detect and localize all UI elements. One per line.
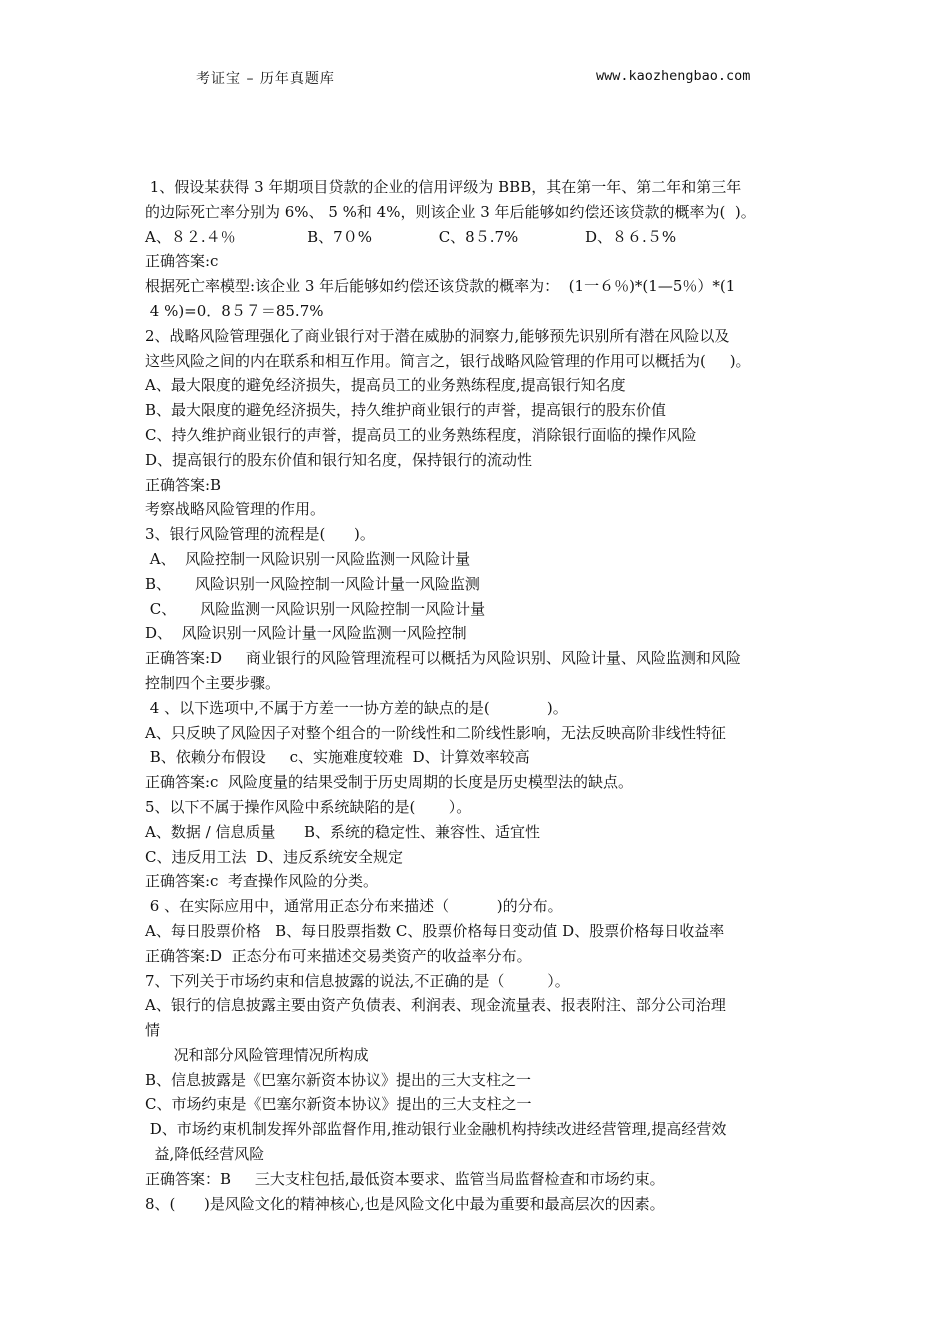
text-line: 这些风险之间的内在联系和相互作用。简言之，银行战略风险管理的作用可以概括为( )。 xyxy=(145,351,751,370)
text-line: 正确答案:B xyxy=(145,475,222,494)
text-line: 情 xyxy=(145,1021,161,1040)
text-line: D、提高银行的股东价值和银行知名度，保持银行的流动性 xyxy=(145,450,533,469)
text-line: 正确答案:c 考查操作风险的分类。 xyxy=(145,872,378,891)
text-line: 考察战略风险管理的作用。 xyxy=(145,500,326,519)
text-line: 5、以下不属于操作风险中系统缺陷的是( ）。 xyxy=(145,797,472,816)
text-line: 1、假设某获得 3 年期项目贷款的企业的信用评级为 BBB，其在第一年、第二年和第三年 xyxy=(145,178,742,196)
document-body xyxy=(145,175,815,1216)
text-line: 正确答案:D 正态分布可来描述交易类资产的收益率分布。 xyxy=(145,946,532,965)
text-line: C、市场约束是《巴塞尔新资本协议》提出的三大支柱之一 xyxy=(145,1095,532,1114)
text-line: 正确答案:c xyxy=(145,252,219,271)
text-line: B、 风险识别一风险控制一风险计量一风险监测 xyxy=(145,574,480,593)
text-line: A、８２.４％ B、7０% C、8５.7% D、８６.５% xyxy=(145,227,677,246)
text-line: 正确答案:D 商业银行的风险管理流程可以概括为风险识别、风险计量、风险监测和风险 xyxy=(145,649,741,668)
text-line: 根据死亡率模型:该企业 3 年后能够如约偿还该贷款的概率为： (1一６％)*(1—5％）*(1 xyxy=(145,277,736,296)
text-line: 控制四个主要步骤。 xyxy=(145,673,281,692)
text-line: D、 风险识别一风险计量一风险监测一风险控制 xyxy=(145,624,467,643)
text-line: C、持久维护商业银行的声誉，提高员工的业务熟练程度，消除银行面临的操作风险 xyxy=(145,425,697,444)
text-line: 正确答案:c 风险度量的结果受制于历史周期的长度是历史模型法的缺点。 xyxy=(145,773,633,792)
text-line: 4 %)=0．8５７＝85.7% xyxy=(145,301,324,320)
text-line: B、信息披露是《巴塞尔新资本协议》提出的三大支柱之一 xyxy=(145,1070,532,1089)
text-line: 况和部分风险管理情况所构成 xyxy=(145,1045,369,1064)
text-line: 6 、在实际应用中，通常用正态分布来描述（ )的分布。 xyxy=(145,897,563,916)
text-line: A、银行的信息披露主要由资产负债表、利润表、现金流量表、报表附注、部分公司治理 xyxy=(145,996,726,1015)
text-line: A、每日股票价格 B、每日股票指数 C、股票价格每日变动值 D、股票价格每日收益率 xyxy=(145,921,725,940)
header-site-title: 考证宝 – 历年真题库 xyxy=(196,71,335,87)
text-line: 的边际死亡率分别为 6%、 5 %和 4%，则该企业 3 年后能够如约偿还该贷款的概率为( )。 xyxy=(145,202,756,221)
text-line: 4 、以下选项中,不属于方差一一协方差的缺点的是( )。 xyxy=(145,698,568,717)
text-line: 7、下列关于市场约束和信息披露的说法,不正确的是（ ）。 xyxy=(145,971,570,990)
text-line: 2、战略风险管理强化了商业银行对于潜在威胁的洞察力,能够预先识别所有潜在风险以及 xyxy=(145,326,730,345)
text-line: 正确答案：B 三大支柱包括,最低资本要求、监管当局监督检查和市场约束。 xyxy=(145,1169,665,1188)
text-line: A、 风险控制一风险识别一风险监测一风险计量 xyxy=(145,549,471,568)
text-line: B、依赖分布假设 c、实施难度较难 D、计算效率较高 xyxy=(145,748,530,767)
text-line: C、 风险监测一风险识别一风险控制一风险计量 xyxy=(145,599,486,618)
header-site-url: www.kaozhengbao.com xyxy=(596,68,751,84)
text-line: 3、银行风险管理的流程是( )。 xyxy=(145,525,375,544)
text-line: A、数据 / 信息质量 B、系统的稳定性、兼容性、适宜性 xyxy=(145,822,541,841)
text-line: C、违反用工法 D、违反系统安全规定 xyxy=(145,847,404,866)
text-line: 益,降低经营风险 xyxy=(145,1145,265,1164)
text-line: B、最大限度的避免经济损失，持久维护商业银行的声誉，提高银行的股东价值 xyxy=(145,401,667,420)
text-line: D、市场约束机制发挥外部监督作用,推动银行业金融机构持续改进经营管理,提高经营效 xyxy=(145,1120,727,1139)
text-line: 8、( )是风险文化的精神核心,也是风险文化中最为重要和最高层次的因素。 xyxy=(145,1194,665,1213)
text-line: A、只反映了风险因子对整个组合的一阶线性和二阶线性影响，无法反映高阶非线性特征 xyxy=(145,723,726,742)
text-line: A、最大限度的避免经济损失，提高员工的业务熟练程度,提高银行知名度 xyxy=(145,376,626,395)
